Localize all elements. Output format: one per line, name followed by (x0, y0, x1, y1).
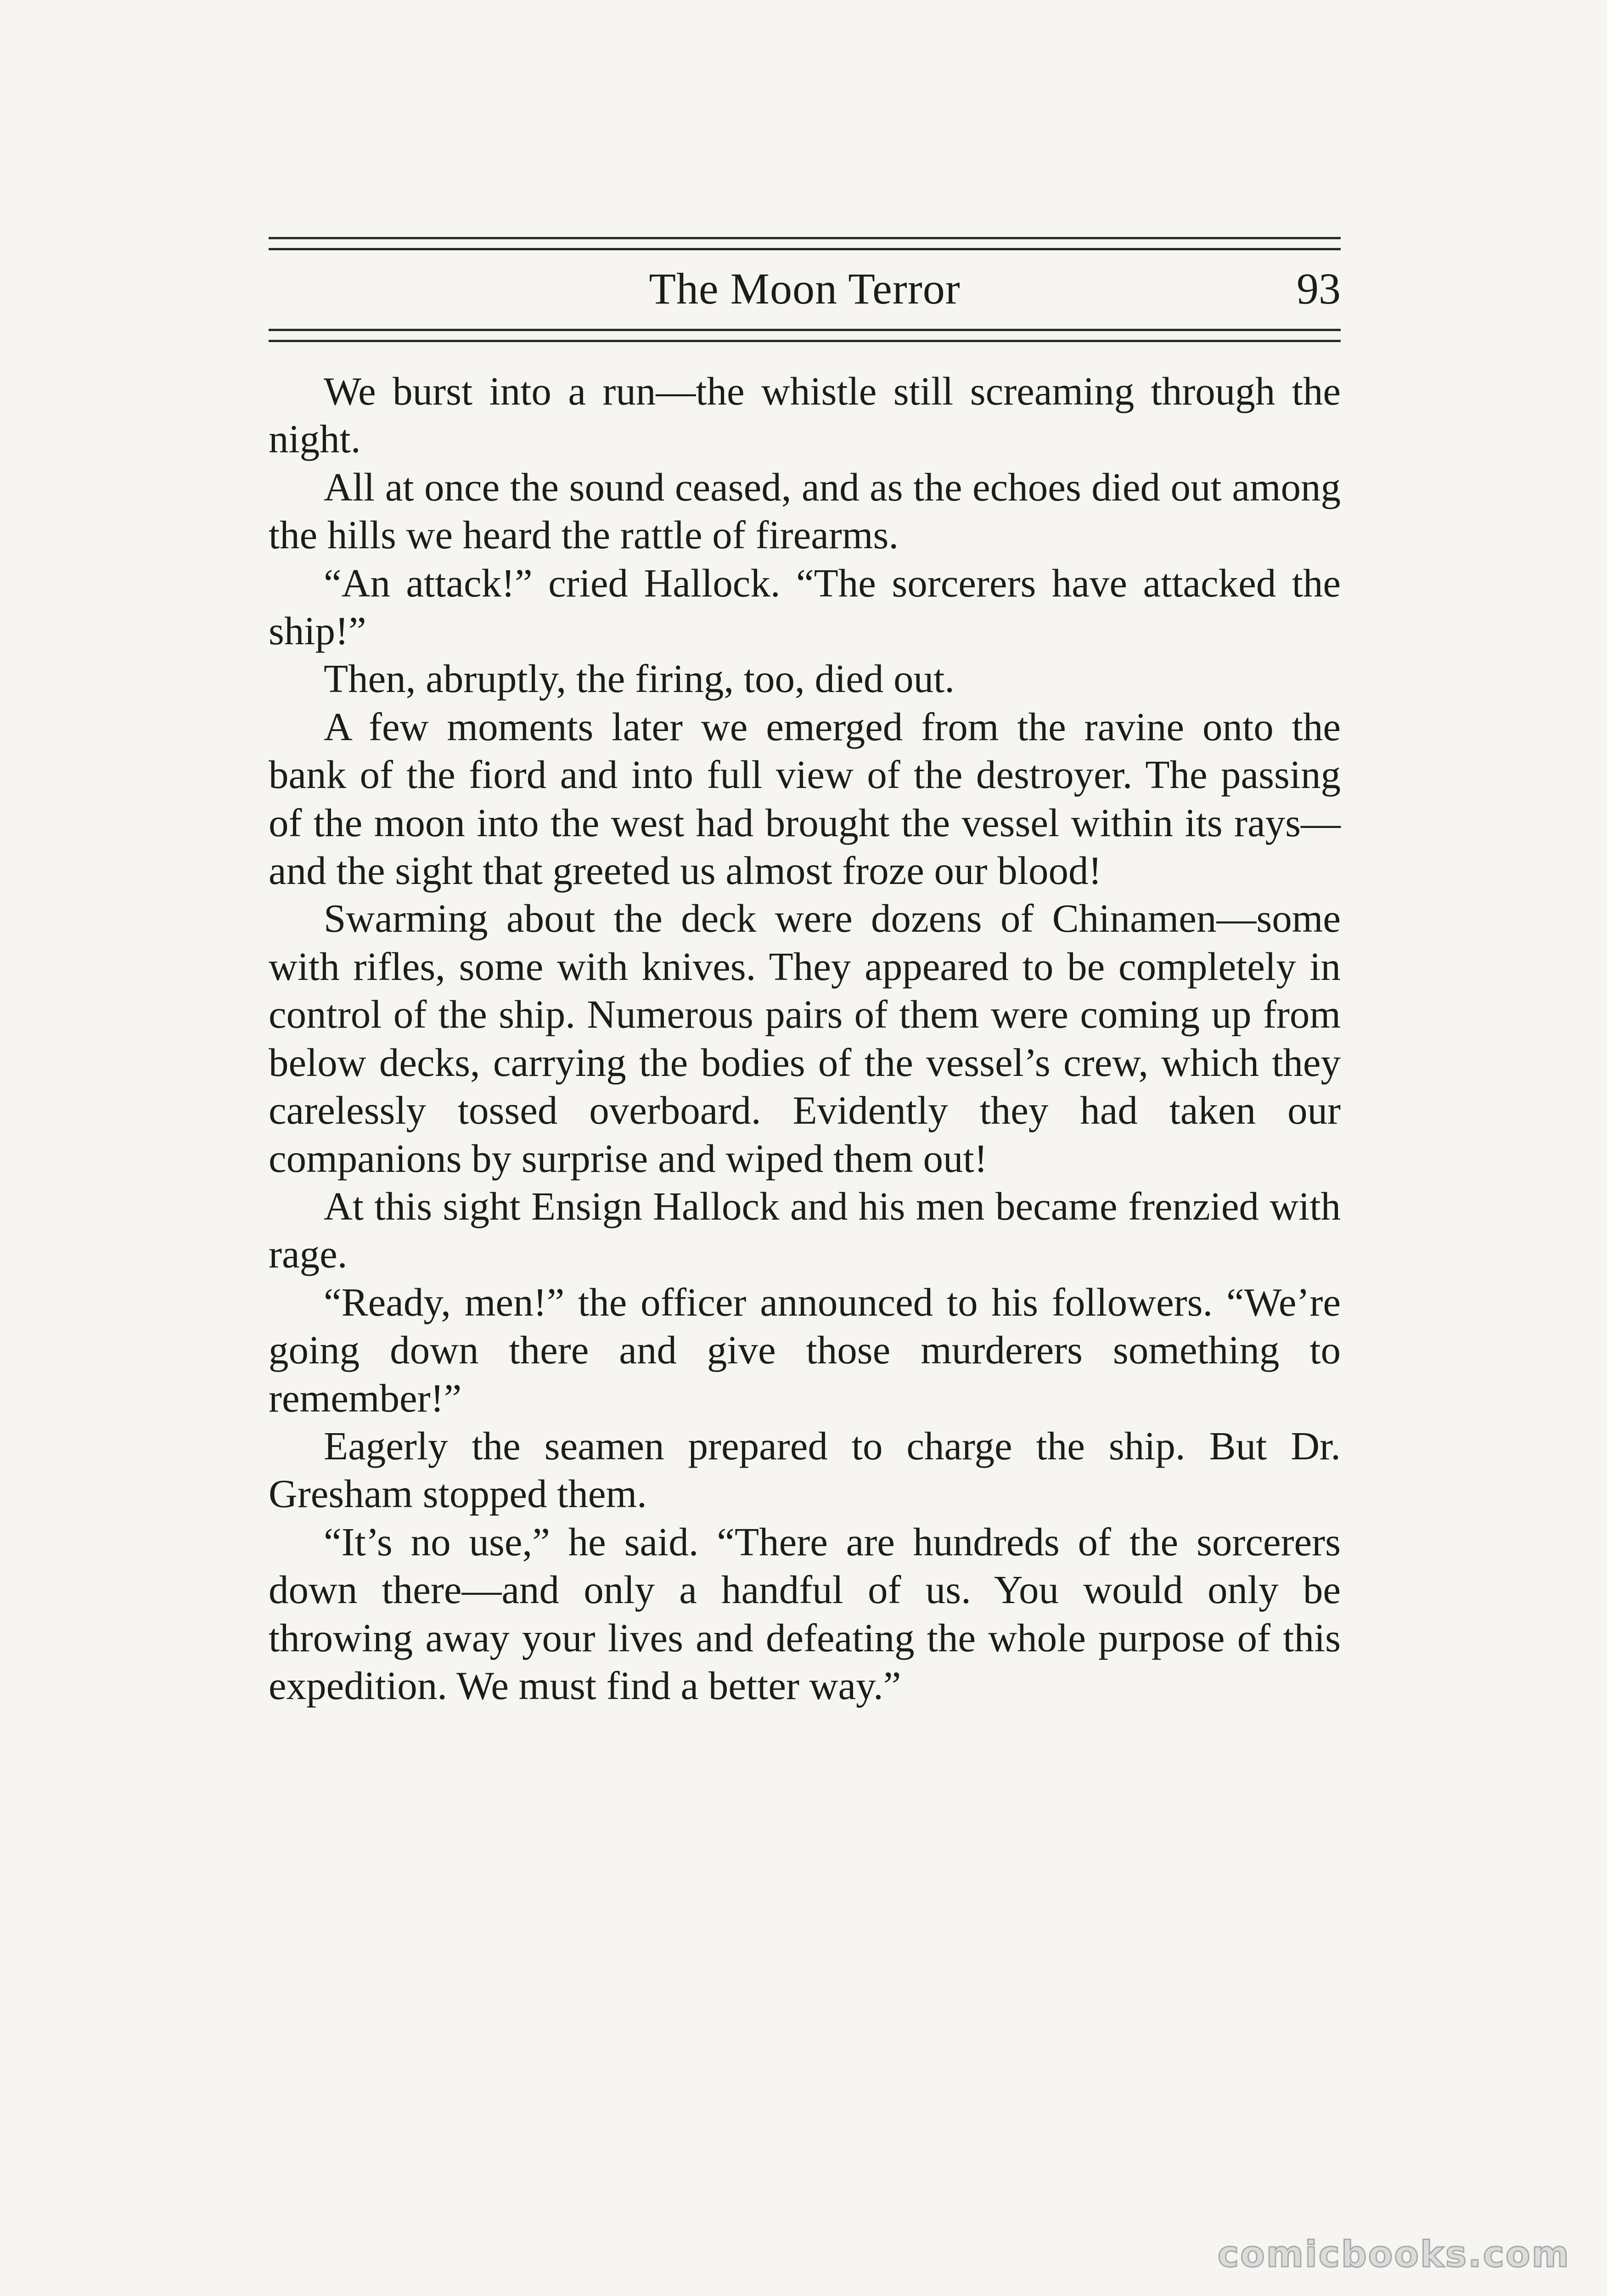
paragraph: A few moments later we emerged from the ravine onto the bank of the fiord and into full view of the destroyer. The passing of the moon into the west had brought the vessel within its rays—and the sight that greeted us almost froze our blood! (269, 704, 1341, 893)
header-rule-top-inner (269, 248, 1341, 250)
header-rule-top-outer (269, 237, 1341, 239)
body-text (269, 367, 1341, 1710)
header-rule-bottom-inner (269, 329, 1341, 331)
watermark: comicbooks.com (1217, 2234, 1570, 2275)
paragraph: We burst into a run—the whistle still screaming through the night. (269, 369, 1341, 461)
paragraph: All at once the sound ceased, and as the echoes died out among the hills we heard the rattle of firearms. (269, 464, 1341, 557)
book-page (269, 230, 1341, 2066)
paragraph: At this sight Ensign Hallock and his men became frenzied with rage. (269, 1183, 1341, 1277)
paragraph: Then, abruptly, the firing, too, died out. (324, 656, 955, 701)
running-title: The Moon Terror (649, 264, 961, 313)
page-number: 93 (1297, 264, 1341, 313)
paragraph: “An attack!” cried Hallock. “The sorcerers have attacked the ship!” (269, 560, 1341, 653)
running-head (269, 259, 1341, 319)
paragraph: Swarming about the deck were dozens of Chinamen—some with rifles, some with knives. They appeared to be completely in control of the ship. Numerous pairs of them were coming up from below decks, carrying the bodies of the vessel’s crew, which they carelessly tossed overboard. Evidently they had taken our companions by surprise and wiped them out! (269, 896, 1341, 1181)
paragraph: “It’s no use,” he said. “There are hundreds of the sorcerers down there—and only a handful of us. You would only be throwing away your lives and defeating the whole purpose of this expedition. We must find a better way.” (269, 1519, 1341, 1708)
header-rule-bottom-outer (269, 340, 1341, 342)
paragraph: Eagerly the seamen prepared to charge the ship. But Dr. Gresham stopped them. (269, 1423, 1341, 1516)
paragraph: “Ready, men!” the officer announced to his followers. “We’re going down there and give those murderers something to remember!” (269, 1279, 1341, 1420)
